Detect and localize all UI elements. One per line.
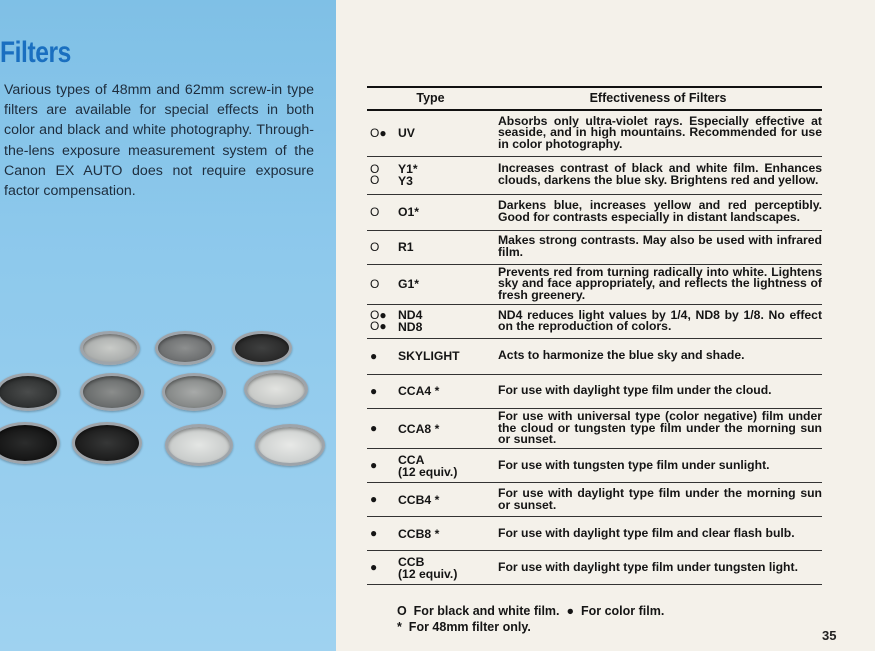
effect-cell: Acts to harmonize the blue sky and shade. xyxy=(494,338,822,374)
legend-line: O For black and white film. ● For color film. xyxy=(397,604,665,618)
type-cell xyxy=(367,374,494,408)
type-cell xyxy=(367,110,494,156)
filter-type: SKYLIGHT xyxy=(398,349,460,364)
effect-cell: For use with daylight type film under the cloud. xyxy=(494,374,822,408)
table-row xyxy=(367,304,822,338)
film-symbol: O● xyxy=(370,125,387,140)
filter-lens-image xyxy=(255,424,325,466)
table-row xyxy=(367,156,822,194)
effect-cell: ND4 reduces light values by 1/4, ND8 by 1/8. No effect on the reproduction of colors. xyxy=(494,304,822,338)
filter-lens-image xyxy=(155,331,215,365)
table-body xyxy=(367,110,822,585)
effect-cell: For use with daylight type film under tungsten light. xyxy=(494,551,822,585)
filter-type: CCA (12 equiv.) xyxy=(398,452,458,479)
table-row xyxy=(367,110,822,156)
table-row xyxy=(367,517,822,551)
type-cell xyxy=(367,156,494,194)
type-cell xyxy=(367,408,494,448)
filter-lens-image xyxy=(0,373,60,411)
intro-paragraph: Various types of 48mm and 62mm screw-in type filters are available for special effects in both color and black and white photography. Through-the-lens exposure measurement system of the Canon EX AUTO does not require exposure factor compensation. xyxy=(4,82,314,200)
table-row xyxy=(367,408,822,448)
film-symbol: O xyxy=(370,239,380,254)
film-symbol: O xyxy=(370,276,380,291)
effect-cell: For use with daylight type film and clear flash bulb. xyxy=(494,517,822,551)
left-panel xyxy=(0,0,336,651)
filter-type: CCB4 * xyxy=(398,492,440,507)
type-cell xyxy=(367,338,494,374)
filter-type: Y1* Y3 xyxy=(398,162,418,188)
table-row xyxy=(367,194,822,230)
filter-lens-image xyxy=(162,373,226,411)
effect-cell: Darkens blue, increases yellow and red perceptibly. Good for contrasts especially in distant landscapes. xyxy=(494,194,822,230)
type-cell xyxy=(367,230,494,264)
filter-type: CCA4 * xyxy=(398,384,440,399)
film-symbol: ● xyxy=(370,458,378,473)
film-symbol: ● xyxy=(370,560,378,575)
header-effectiveness: Effectiveness of Filters xyxy=(494,87,822,110)
legend xyxy=(397,603,664,635)
table-row xyxy=(367,264,822,304)
table-header-row xyxy=(367,87,822,110)
table-row xyxy=(367,338,822,374)
film-symbol: ● xyxy=(370,526,378,541)
filter-type: ND4 ND8 xyxy=(398,308,423,335)
table-row xyxy=(367,230,822,264)
type-cell xyxy=(367,483,494,517)
type-cell xyxy=(367,551,494,585)
filter-type: O1* xyxy=(398,205,420,219)
film-symbol: ● xyxy=(370,348,378,363)
table-row xyxy=(367,551,822,585)
film-symbol: ● xyxy=(370,383,378,398)
effect-cell: Absorbs only ultra-violet rays. Especially effective at seaside, and in high mountains. Recommended for use in color photography. xyxy=(494,110,822,156)
type-cell xyxy=(367,264,494,304)
effect-cell: For use with daylight type film under the morning sun or sunset. xyxy=(494,483,822,517)
filter-lens-image xyxy=(244,370,308,408)
type-cell xyxy=(367,449,494,483)
filter-type: CCA8 * xyxy=(398,421,440,436)
filter-type: CCB (12 equiv.) xyxy=(398,554,458,581)
effect-cell: For use with universal type (color negative) film under the cloud or tungsten type film under the morning sun or sunset. xyxy=(494,408,822,448)
filter-lens-image xyxy=(165,424,233,466)
film-symbol: O● O● xyxy=(370,308,387,334)
film-symbol: ● xyxy=(370,492,378,507)
filters-table xyxy=(367,86,822,585)
effect-cell: Increases contrast of black and white film. Enhances clouds, darkens the blue sky. Brightens red and yellow. xyxy=(494,156,822,194)
filter-type: R1 xyxy=(398,240,414,254)
filter-type: G1* xyxy=(398,277,420,292)
table-row xyxy=(367,374,822,408)
table-row xyxy=(367,483,822,517)
page-number: 35 xyxy=(822,628,837,643)
table-row xyxy=(367,449,822,483)
header-type: Type xyxy=(367,87,494,110)
filter-lens-image xyxy=(232,331,292,365)
type-cell xyxy=(367,194,494,230)
page-heading: Filters xyxy=(0,36,71,69)
film-symbol: ● xyxy=(370,421,378,436)
film-symbol: O O xyxy=(370,162,380,187)
filter-lens-image xyxy=(0,422,60,464)
effect-cell: Prevents red from turning radically into white. Lightens sky and face appropriately, and reflects the lightness of fresh greenery. xyxy=(494,264,822,304)
legend-line: * For 48mm filter only. xyxy=(397,620,531,634)
type-cell xyxy=(367,517,494,551)
effect-cell: For use with tungsten type film under sunlight. xyxy=(494,449,822,483)
effect-cell: Makes strong contrasts. May also be used with infrared film. xyxy=(494,230,822,264)
filter-type: UV xyxy=(398,126,415,141)
filter-lens-image xyxy=(72,422,142,464)
filter-type: CCB8 * xyxy=(398,526,440,541)
filter-lens-image xyxy=(80,331,140,365)
type-cell xyxy=(367,304,494,338)
filter-lens-image xyxy=(80,373,144,411)
film-symbol: O xyxy=(370,204,380,219)
